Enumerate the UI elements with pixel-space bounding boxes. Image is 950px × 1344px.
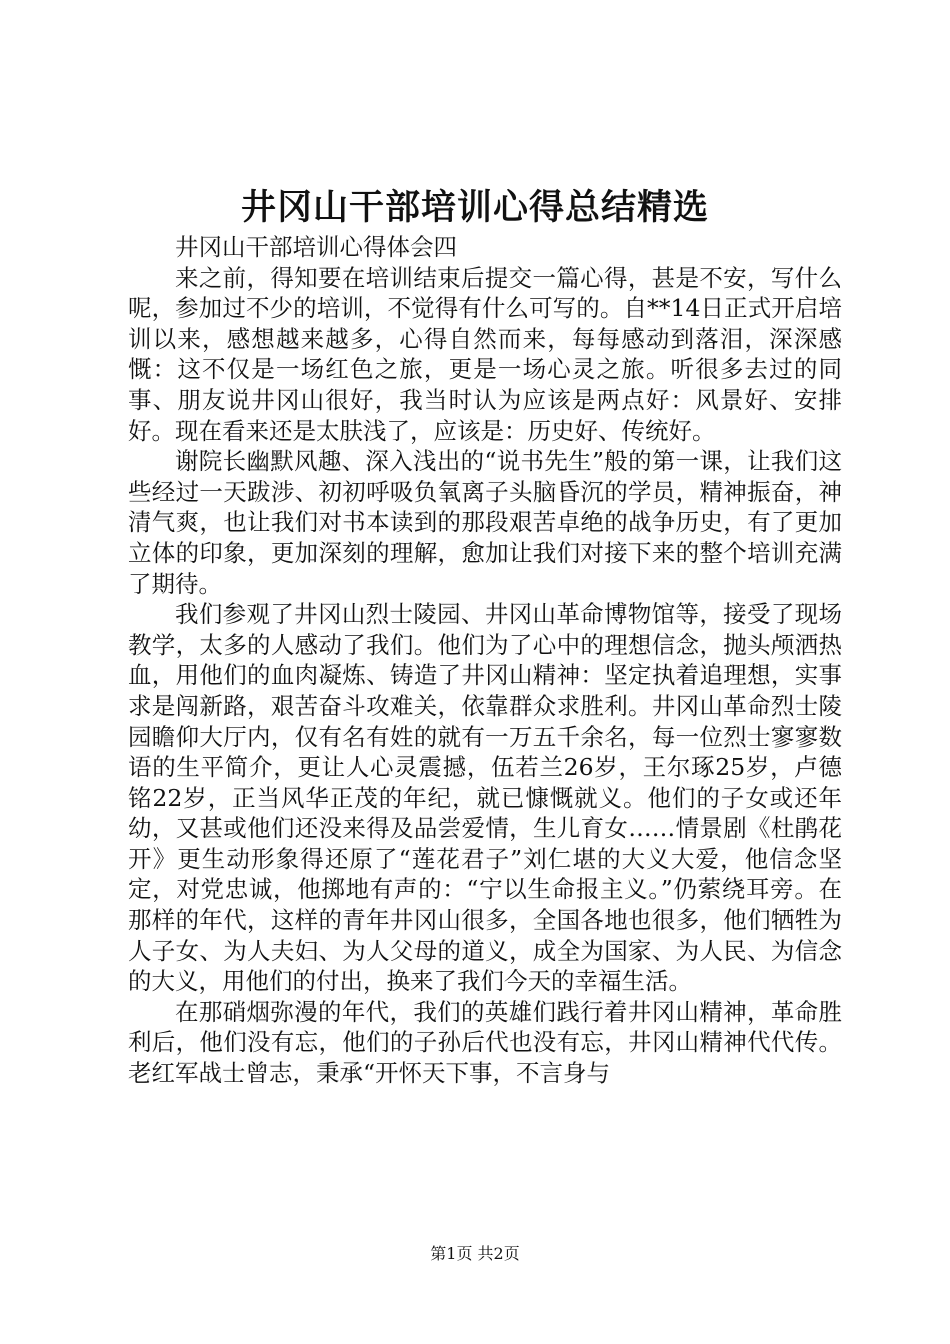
paragraph-2: 谢院长幽默风趣、深入浅出的“说书先生”般的第一课，让我们这些经过一天跋涉、初初呼吸负氧离子头脑昏沉的学员，精神振奋，神清气爽，也让我们对书本读到的那段艰苦卓绝的战争历史，有了更加立体的印象，更加深刻的理解，愈加让我们对接下来的整个培训充满了期待。 bbox=[128, 447, 842, 598]
paragraph-3: 我们参观了井冈山烈士陵园、井冈山革命博物馆等，接受了现场教学，太多的人感动了我们。他们为了心中的理想信念，抛头颅洒热血，用他们的血肉凝炼、铸造了井冈山精神：坚定执着追理想，实事求是闯新路，艰苦奋斗攻难关，依靠群众求胜利。井冈山革命烈士陵园瞻仰大厅内，仅有名有姓的就有一万五千余名，每一位烈士寥寥数语的生平简介，更让人心灵震撼，伍若兰26岁，王尔琢25岁，卢德铭22岁，正当风华正茂的年纪，就已慷慨就义。他们的子女或还年幼，又甚或他们还没来得及品尝爱情，生儿育女……情景剧《杜鹃花开》更生动形象得还原了“莲花君子”刘仁堪的大义大爱，他信念坚定，对党忠诚，他掷地有声的：“宁以生命报主义。”仍萦绕耳旁。在那样的年代，这样的青年井冈山很多，全国各地也很多，他们牺牲为人子女、为人夫妇、为人父母的道义，成全为国家、为人民、为信念的大义，用他们的付出，换来了我们今天的幸福生活。 bbox=[128, 600, 842, 996]
page-footer: 第1页 共2页 bbox=[430, 1244, 520, 1263]
page-title: 井冈山干部培训心得总结精选 bbox=[240, 187, 709, 228]
document-subtitle: 井冈山干部培训心得体会四 bbox=[175, 233, 457, 261]
paragraph-4: 在那硝烟弥漫的年代，我们的英雄们践行着井冈山精神，革命胜利后，他们没有忘，他们的子孙后代也没有忘，井冈山精神代代传。老红军战士曾志，秉承“开怀天下事，不言身与 bbox=[128, 997, 842, 1088]
document-body bbox=[128, 232, 842, 1089]
paragraph-1: 来之前，得知要在培训结束后提交一篇心得，甚是不安，写什么呢，参加过不少的培训，不觉得有什么可写的。自**14日正式开启培训以来，感想越来越多，心得自然而来，每每感动到落泪，深深感慨：这不仅是一场红色之旅，更是一场心灵之旅。听很多去过的同事、朋友说井冈山很好，我当时认为应该是两点好：风景好、安排好。现在看来还是太肤浅了，应该是：历史好、传统好。 bbox=[128, 263, 842, 445]
